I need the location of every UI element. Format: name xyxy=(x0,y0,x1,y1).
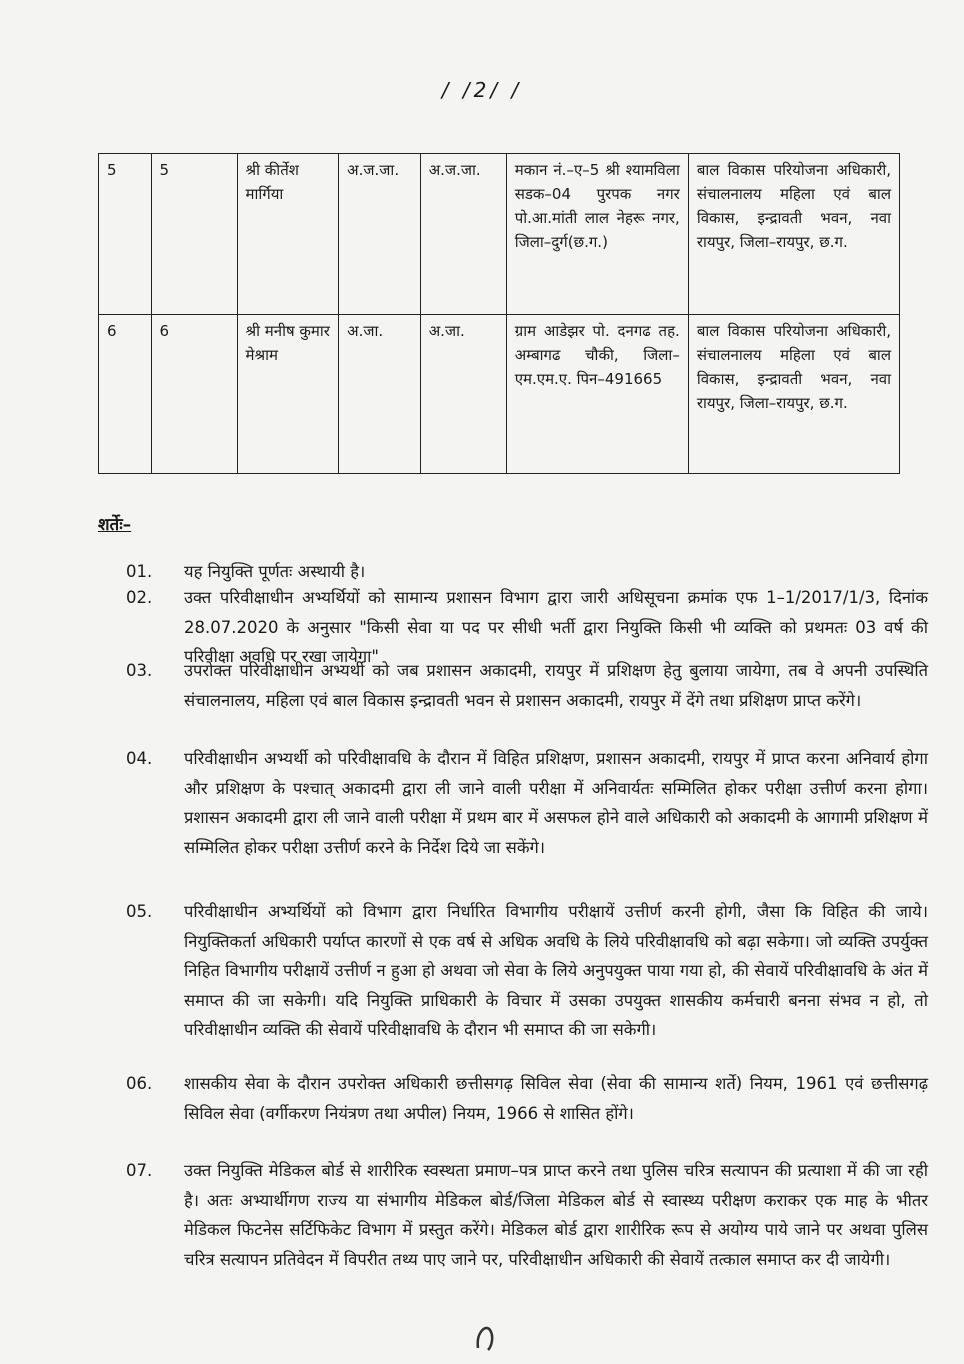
condition-number: 07. xyxy=(126,1161,153,1180)
condition-item xyxy=(126,744,928,862)
condition-item xyxy=(126,656,928,715)
name-cell: श्री मनीष कुमार मेश्राम xyxy=(237,315,339,474)
number-cell: 6 xyxy=(151,315,237,474)
condition-text: उक्त नियुक्ति मेडिकल बोर्ड से शारीरिक स्वस्थता प्रमाण–पत्र प्राप्त करने तथा पुलिस चरित्र सत्यापन की प्रत्याशा में की जा रही है। अतः अभ्यार्थीगण राज्य या संभागीय मेडिकल बोर्ड/जिला मेडिकल बोर्ड से स्वास्थ्य परीक्षण कराकर एक माह के भीतर मेडिकल फिटनेस सर्टिफिकेट विभाग में प्रस्तुत करेंगे। मेडिकल बोर्ड द्वारा शारीरिक रूप से अयोग्य पाये जाने पर अथवा पुलिस चरित्र सत्यापन प्रतिवेदन में विपरीत तथ्य पाए जाने पर, परिवीक्षाधीन अधिकारी की सेवायें तत्काल समाप्त कर दी जायेगी। xyxy=(184,1161,928,1269)
condition-item xyxy=(126,1069,928,1128)
appointment-table xyxy=(98,153,900,474)
table-row xyxy=(99,315,900,474)
condition-number: 05. xyxy=(126,902,153,921)
condition-text: उक्त परिवीक्षाधीन अभ्यर्थियों को सामान्य प्रशासन विभाग द्वारा जारी अधिसूचना क्रमांक एफ 1–1/2017/1/3, दिनांक 28.07.2020 के अनुसार "किसी सेवा या पद पर सीधी भर्ती द्वारा नियुक्ति किसी भी व्यक्ति को प्रथमतः 03 वर्ष की परिवीक्षा अवधि पर रखा जायेगा" xyxy=(184,588,928,666)
condition-number: 02. xyxy=(126,588,153,607)
table-row xyxy=(99,154,900,315)
condition-text: परिवीक्षाधीन अभ्यर्थी को परिवीक्षावधि के दौरान में विहित प्रशिक्षण, प्रशासन अकादमी, रायपुर में प्राप्त करना अनिवार्य होगा और प्रशिक्षण के पश्चात् अकादमी द्वारा ली जाने वाली परीक्षा में अनिवार्यतः सम्मिलित होकर परीक्षा उत्तीर्ण करना होगा। प्रशासन अकादमी द्वारा ली जाने वाली परीक्षा में प्रथम बार में असफल होने वाले अधिकारी को अकादमी के आगामी प्रशिक्षण में सम्मिलित होकर परीक्षा उत्तीर्ण करने के निर्देश दिये जा सकेंगे। xyxy=(184,749,928,857)
condition-number: 04. xyxy=(126,749,153,768)
category-cell-2: अ.जा. xyxy=(420,315,506,474)
condition-text: शासकीय सेवा के दौरान उपरोक्त अधिकारी छत्तीसगढ़ सिविल सेवा (सेवा की सामान्य शर्ते) नियम, 1961 एवं छत्तीसगढ़ सिविल सेवा (वर्गीकरण नियंत्रण तथा अपील) नियम, 1966 से शासित होंगे। xyxy=(184,1074,928,1123)
condition-number: 03. xyxy=(126,661,153,680)
serial-cell: 6 xyxy=(99,315,152,474)
category-cell: अ.ज.जा. xyxy=(339,154,421,315)
condition-text: उपरोक्त परिवीक्षाधीन अभ्यर्थी को जब प्रशासन अकादमी, रायपुर में प्रशिक्षण हेतु बुलाया जायेगा, तब वे अपनी उपस्थिति संचालनालय, महिला एवं बाल विकास इन्द्रावती भवन से प्रशासन अकादमी, रायपुर में देंगे तथा प्रशिक्षण प्राप्त करेंगे। xyxy=(184,661,928,710)
condition-number: 06. xyxy=(126,1074,153,1093)
category-cell-2: अ.ज.जा. xyxy=(420,154,506,315)
address-cell: मकान नं.–ए–5 श्री श्यामविला सडक–04 पुरपक नगर पो.आ.मांती लाल नेहरू नगर, जिला–दुर्ग(छ.ग.) xyxy=(506,154,688,315)
number-cell: 5 xyxy=(151,154,237,315)
category-cell: अ.जा. xyxy=(339,315,421,474)
address-cell: ग्राम आडेझर पो. दनगढ तह. अम्बागढ चौकी, जिला–एम.एम.ए. पिन–491665 xyxy=(506,315,688,474)
condition-text: परिवीक्षाधीन अभ्यर्थियों को विभाग द्वारा निर्धारित विभागीय परीक्षायें उत्तीर्ण करनी होगी, जैसा कि विहित की जाये। नियुक्तिकर्ता अधिकारी पर्याप्त कारणों से एक वर्ष से अधिक अवधि के लिये परिवीक्षावधि को बढ़ा सकेगा। जो व्यक्ति उपर्युक्त निहित विभागीय परीक्षायें उत्तीर्ण न हुआ हो अथवा जो सेवा के लिये अनुपयुक्त पाया गया हो, की सेवायें परिवीक्षावधि के अंत में समाप्त की जा सकेगी। यदि नियुक्ति प्राधिकारी के विचार में उसका उपयुक्त शासकीय कर्मचारी बनना संभव न हो, तो परिवीक्षाधीन व्यक्ति की सेवायें परिवीक्षावधि के दौरान भी समाप्त की जा सकेगी। xyxy=(184,902,928,1039)
posting-cell: बाल विकास परियोजना अधिकारी, संचालनालय महिला एवं बाल विकास, इन्द्रावती भवन, नवा रायपुर, जिला–रायपुर, छ.ग. xyxy=(688,154,899,315)
condition-item xyxy=(126,1156,928,1274)
page-number: / /2/ / xyxy=(441,78,523,102)
posting-cell: बाल विकास परियोजना अधिकारी, संचालनालय महिला एवं बाल विकास, इन्द्रावती भवन, नवा रायपुर, जिला–रायपुर, छ.ग. xyxy=(688,315,899,474)
serial-cell: 5 xyxy=(99,154,152,315)
name-cell: श्री कीर्तेश मार्गिया xyxy=(237,154,339,315)
conditions-heading: शर्तेः– xyxy=(98,515,132,535)
handwritten-mark-icon xyxy=(470,1318,510,1354)
condition-number: 01. xyxy=(126,562,153,581)
condition-item xyxy=(126,897,928,1045)
condition-text: यह नियुक्ति पूर्णतः अस्थायी है। xyxy=(184,562,366,581)
